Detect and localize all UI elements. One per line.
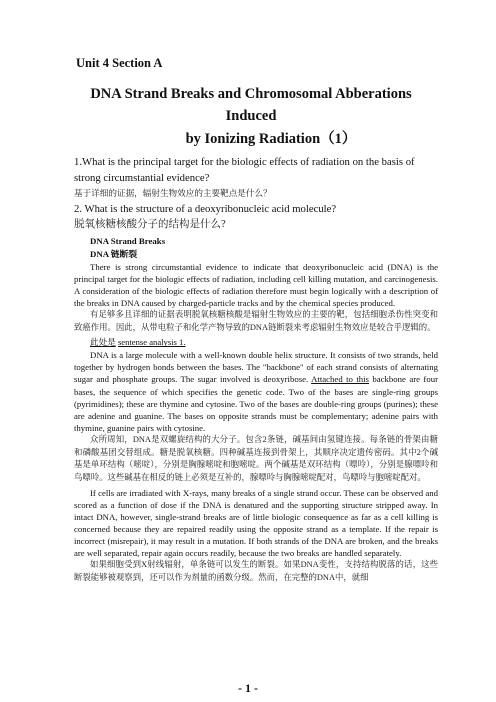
question-1-translation: 基于详细的证据，辐射生物效应的主要靶点是什么？ xyxy=(74,187,272,198)
paragraph-1-translation: 有足够多且详细的证据表明脱氧核糖核酸是辐射生物效应的主要的靶，包括细胞杀伤性突变和致癌作用。因此，从带电粒子和化学产物导致的DNA链断裂来考虑辐射生物效应是较合乎逻辑的。 xyxy=(74,309,438,332)
paragraph-3-translation: 如果细胞受到X射线辐射，单条链可以发生的断裂。如果DNA变性，支持结构脱落的话，这些断裂能够被观察到，还可以作为剂量的函数分级。然而，在完整的DNA中，就细 xyxy=(74,560,438,582)
question-2-translation: 脱氧核糖核酸分子的结构是什么? xyxy=(74,219,226,231)
paragraph-1: There is strong circumstantial evidence to indicate that deoxyribonucleic acid (DNA) is the principal target for the biologic effects of radiation, including cell killing mutation, and carcinogenesis. A consideration of the biologic effects of radiation therefore must begin logically with a description of the breaks in DNA caused by charged-particle tracks and by the chemical species produced. xyxy=(74,261,438,308)
paragraph-2-part-b: backbone are four bases, the sequence of which specifies the genetic code. Two of the bases are single-ring groups (pyrimidines); these are thymine and cytosine. Two of the bases are double-ring groups (purines); these are adenine and guanine. The bases on opposite strands must be complementary; adenine pairs with thymine, guanine pairs with cytosine. xyxy=(74,374,438,433)
document-title xyxy=(74,83,438,150)
page-number: - 1 - xyxy=(238,681,258,695)
marker-zh: 此处是 xyxy=(90,337,116,348)
paragraph-2 xyxy=(74,349,438,433)
unit-heading: Unit 4 Section A xyxy=(76,56,163,70)
paragraph-2-part-a: DNA is a large molecule with a well-known double helix structure. It consists of two strands, held together by hydrogen bonds between the bases. The "backbone" of each strand consists of alternating sugar and phosphate groups. The sugar involved is deoxyribose. xyxy=(74,350,438,385)
title-line-1: DNA Strand Breaks and Chromosomal Abberations Induced xyxy=(90,86,412,125)
sentence-analysis-marker xyxy=(90,336,438,349)
title-line-2: by Ionizing Radiation（1） xyxy=(185,130,357,147)
marker-en: sentense analysis 1. xyxy=(117,337,186,348)
paragraph-2-underlined: Attached to this xyxy=(311,374,369,385)
question-1: 1.What is the principal target for the biologic effects of radiation on the basis of strong circumstantial evidence? xyxy=(74,156,415,185)
section-heading: DNA Strand Breaks xyxy=(90,236,166,247)
paragraph-3: If cells are irradiated with X-rays, many breaks of a single strand occur. These can be observed and scored as a function of dose if the DNA is denatured and the supporting structure stripped away. In intact DNA, however, single-strand breaks are of little biologic consequence as far as a cell killing is concerned because they are repaired readily using the opposite strand as a template. If the repair is incorrect (misrepair), it may result in a mutation. If both strands of the DNA are broken, and the breaks are well separated, repair again occurs readily, because the two breaks are handled separately. xyxy=(74,487,438,559)
section-heading-translation: DNA 链断裂 xyxy=(90,248,138,259)
question-2: 2. What is the structure of a deoxyribonucleic acid molecule? xyxy=(74,203,337,216)
paragraph-2-translation: 众所周知，DNA是双螺旋结构的大分子。包含2条链，碱基间由氢键连接。每条链的骨架由糖和磷酸基团交替组成。糖是脱氧核糖。四种碱基连接到骨架上，其顺序决定遗传密码。其中2个碱基是单环结构（嘧啶），分别是胸腺嘧啶和胞嘧啶。两个碱基是双环结构（嘌呤），分别是腺嘌呤和鸟嘌呤。这些碱基在相反的链上必须是互补的，腺嘌呤与胸腺嘧啶配对，鸟嘌呤与胞嘧啶配对。 xyxy=(74,434,438,483)
